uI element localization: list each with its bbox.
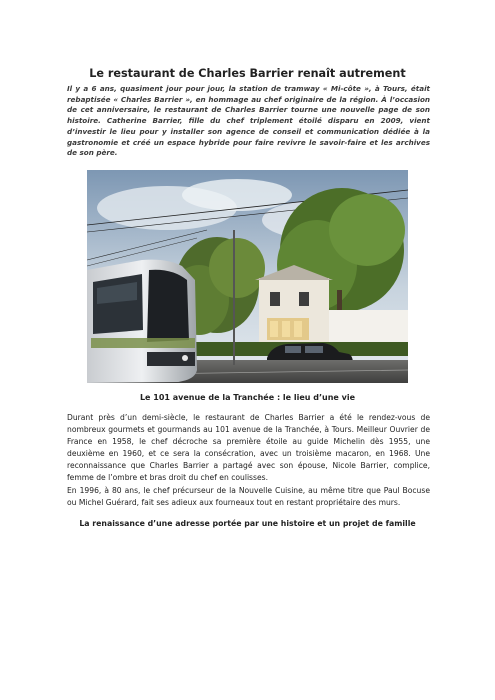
closing-heading: La renaissance d’une adresse portée par une histoire et un projet de famille: [79, 519, 416, 528]
body-paragraph-1: Durant près d’un demi-siècle, le restaurant de Charles Barrier a été le rendez-vous de nombreux gourmets et gourmands au 101 avenue de la Tranchée, à Tours. Meilleur Ouvrier de France en 1958, le chef décroche sa première étoile au guide Michelin dès 1955, une deuxième en 1960, et ce sera la consécration, avec un troisième macaron, en 1968. Une reconnaissance que Charles Barrier a partagé avec son épouse, Nicole Barrier, complice, femme de l’ombre et bras droit du chef en coulisses.: [67, 413, 430, 482]
article-intro: Il y a 6 ans, quasiment jour pour jour, la station de tramway « Mi-côte », à Tours, était rebaptisée « Charles Barrier », en hommage au chef originaire de la région. À l’occasion de cet anniversaire, le restaurant de Charles Barrier tourne une nouvelle page de son histoire. Catherine Barrier, fille du chef triplement étoilé disparu en 2009, vient d’investir le lieu pour y installer son agence de conseil et communication dédiée à la gastronomie et créé un espace hybride pour faire revivre le savoir-faire et les archives de son père.: [67, 84, 430, 158]
article-title: Le restaurant de Charles Barrier renaît autrement: [89, 67, 406, 80]
restaurant-photo: [87, 170, 408, 383]
body-paragraph-2: En 1996, à 80 ans, le chef précurseur de la Nouvelle Cuisine, au même titre que Paul Bocuse ou Michel Guérard, fait ses adieux aux fourneaux tout en restant propriétaire des murs.: [67, 486, 430, 507]
section-subheading: Le 101 avenue de la Tranchée : le lieu d’une vie: [139, 393, 356, 402]
